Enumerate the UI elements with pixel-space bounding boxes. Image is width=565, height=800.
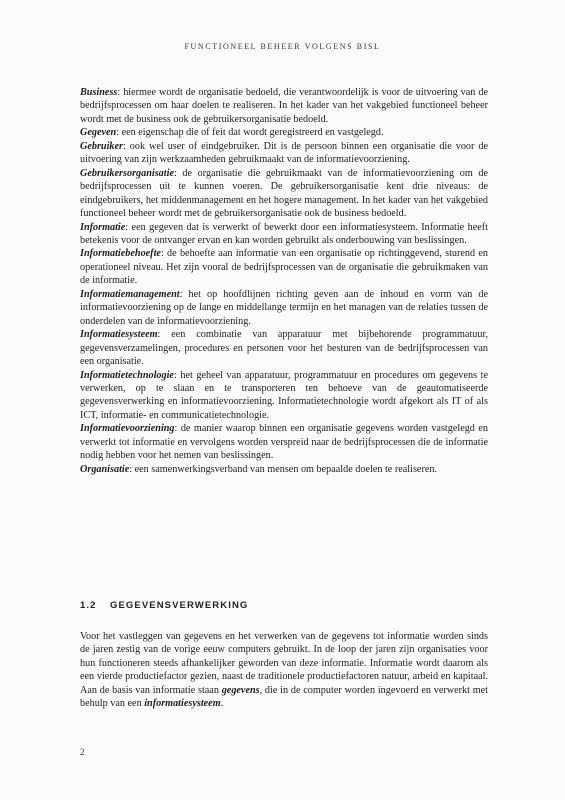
glossary-entry <box>80 86 488 126</box>
glossary-definition: : een samenwerkingsverband van mensen om bepaalde doelen te realiseren. <box>129 463 438 475</box>
glossary-definition: : een combinatie van apparatuur met bijbehorende programmatuur, gegevensverzamelingen, procedures en personen voor het besturen van de bedrijfsprocessen van een organisatie. <box>80 329 488 368</box>
section-title: GEGEVENSVERWERKING <box>110 600 249 611</box>
glossary-entry <box>80 140 488 167</box>
paragraph-part: , die in de computer worden ingevoerd en verwerkt met behulp van een <box>80 684 488 710</box>
glossary-definition: : een eigenschap die of feit dat wordt geregistreerd en vastgelegd. <box>116 127 384 139</box>
glossary-entry <box>80 422 488 462</box>
body-paragraph <box>80 630 488 711</box>
glossary-definition: : een gegeven dat is verwerkt of bewerkt door een informatiesysteem. Informatie heeft betekenis voor de ontvanger ervan en kan worden gebruikt als onderbouwing van beslissingen. <box>80 221 488 246</box>
glossary-definition: : de behoefte aan informatie van een organisatie op richtinggevend, sturend en operationeel niveau. Het zijn vooral de bedrijfsprocessen van de organisatie die gebruikmaken van de informatie. <box>80 248 488 287</box>
glossary-term: Informatie <box>80 221 126 233</box>
glossary-definition: : hiermee wordt de organisatie bedoeld, die verantwoordelijk is voor de uitvoering van de bedrijfsprocessen om haar doelen te realiseren. In het kader van het vakgebied functioneel beheer wordt met de business ook de gebruikersorganisatie bedoeld. <box>80 87 488 125</box>
glossary-entry <box>80 167 488 221</box>
glossary-entry <box>80 463 488 476</box>
glossary-entry <box>80 221 488 248</box>
glossary-definition: : het op hoofdlijnen richting geven aan de inhoud en vorm van de informatievoorziening op de lange en middellange termijn en het managen van de relaties tussen de onderdelen van de informatievoorziening. <box>80 288 488 327</box>
emphasis-term: gegevens <box>221 684 260 696</box>
glossary-term: Informatiebehoefte <box>80 248 161 260</box>
section-heading <box>80 600 488 611</box>
glossary-entry <box>80 328 488 368</box>
glossary-entry <box>80 126 488 139</box>
running-header: FUNCTIONEEL BEHEER VOLGENS BISL <box>184 42 381 51</box>
glossary-term: Gebruiker <box>80 140 124 152</box>
paragraph-part: Voor het vastleggen van gegevens en het verwerken van de gegevens tot informatie worden sinds de jaren zestig van de vorige eeuw computers gebruikt. In de loop der jaren zijn organisaties voor hun functioneren steeds afhankelijker geworden van deze informatie. Informatie wordt daarom als een vierde productiefactor gezien, naast de traditionele productiefactoren natuur, arbeid en kapitaal. Aan de basis van informatie staan <box>80 631 488 696</box>
glossary-entry <box>80 247 488 287</box>
glossary-entry <box>80 288 488 328</box>
paragraph-part: . <box>220 698 224 710</box>
glossary-entry <box>80 369 488 423</box>
glossary-definition: : ook wel user of eindgebruiker. Dit is de persoon binnen een organisatie die voor de uitvoering van zijn werkzaamheden gebruikmaakt van de informatievoorziening. <box>80 140 488 166</box>
glossary-definition: : de organisatie die gebruikmaakt van de informatievoorziening om de bedrijfsprocessen uit te kunnen voeren. De gebruikersorganisatie kent drie niveaus: de eindgebruikers, het middenmanagement en het hogere management. In het kader van het vakgebied functioneel beheer wordt met de gebruikersorganisatie ook de business bedoeld. <box>80 167 488 220</box>
glossary-definition: : de manier waarop binnen een organisatie gegevens worden vastgelegd en verwerkt tot informatie en vervolgens worden verspreid naar de bedrijfsprocessen die de informatie nodig hebben voor het nemen van beslissingen. <box>80 423 488 462</box>
glossary-term: Informatiemanagement <box>80 288 180 300</box>
glossary-term: Informatiesysteem <box>80 329 158 341</box>
glossary-term: Informatietechnologie <box>80 369 174 381</box>
glossary-definition: : het geheel van apparatuur, programmatuur en procedures om gegevens te verwerken, op te slaan en te transporteren ten behoeve van de geautomatiseerde gegevensverwerking en informatievoorziening. Informatietechnologie wordt afgekort als IT of als ICT, informatie- en communicatietechnologie. <box>80 369 488 421</box>
page-number: 2 <box>80 747 85 757</box>
glossary-term: Business <box>80 87 118 98</box>
emphasis-term: informatiesysteem <box>144 698 221 710</box>
section-number: 1.2 <box>80 600 97 611</box>
glossary-term: Gegeven <box>80 127 117 139</box>
paragraph-text <box>80 630 488 711</box>
glossary-list <box>80 86 488 476</box>
glossary-term: Organisatie <box>80 463 130 475</box>
glossary-term: Informatievoorziening <box>80 423 175 435</box>
glossary-term: Gebruikersorganisatie <box>80 167 174 179</box>
